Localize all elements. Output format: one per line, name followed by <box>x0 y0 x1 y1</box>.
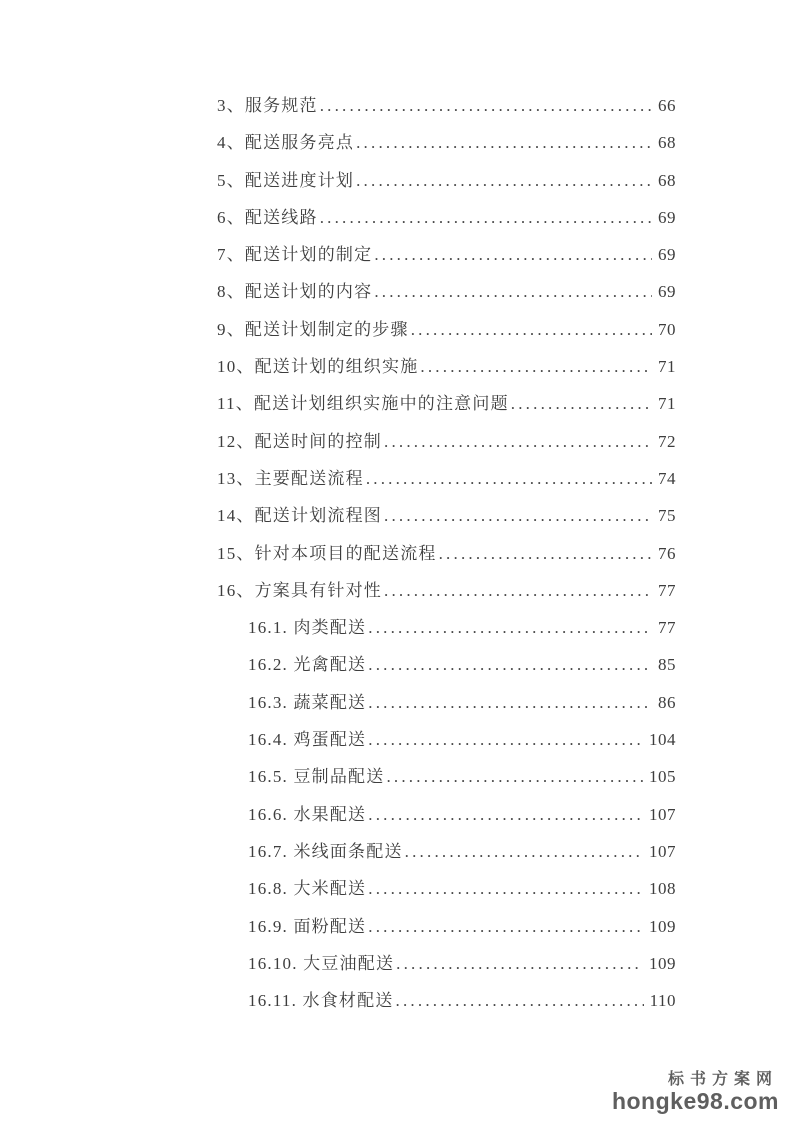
toc-entry-label: 9、配送计划制定的步骤 <box>217 319 409 339</box>
dot-leader <box>384 581 652 601</box>
toc-entry-page: 109 <box>649 916 676 936</box>
toc-entry-page: 109 <box>649 953 676 973</box>
dot-leader <box>366 469 652 489</box>
toc-entry-page: 77 <box>658 580 676 600</box>
toc-entry-label: 16.3. 蔬菜配送 <box>248 692 367 712</box>
toc-entry-page: 75 <box>658 506 676 526</box>
toc-entry <box>217 506 676 543</box>
toc-entry <box>217 320 676 357</box>
toc-entry-label: 16.9. 面粉配送 <box>248 916 367 936</box>
toc-entry <box>217 133 676 170</box>
toc-entry <box>217 282 676 319</box>
toc-entry <box>217 96 676 133</box>
watermark <box>612 1066 779 1113</box>
toc-entry-page: 69 <box>658 282 676 302</box>
toc-entry-label: 16.7. 米线面条配送 <box>248 841 403 861</box>
toc-entry-page: 107 <box>649 804 676 824</box>
toc-entry <box>217 767 676 804</box>
table-of-contents <box>217 96 676 1028</box>
toc-entry <box>217 917 676 954</box>
dot-leader <box>356 171 652 191</box>
toc-entry-label: 16.4. 鸡蛋配送 <box>248 730 367 750</box>
dot-leader <box>384 432 652 452</box>
toc-entry-label: 16.1. 肉类配送 <box>248 618 367 638</box>
toc-entry <box>217 693 676 730</box>
toc-entry <box>217 245 676 282</box>
toc-entry <box>217 581 676 618</box>
toc-entry-label: 16.10. 大豆油配送 <box>248 953 395 973</box>
toc-entry-label: 16.5. 豆制品配送 <box>248 767 385 787</box>
toc-entry-page: 107 <box>649 841 676 861</box>
dot-leader <box>356 133 652 153</box>
dot-leader <box>386 767 643 787</box>
dot-leader <box>320 208 652 228</box>
toc-entry <box>217 544 676 581</box>
dot-leader <box>368 693 652 713</box>
toc-entry-page: 66 <box>658 96 676 115</box>
toc-entry-label: 13、主要配送流程 <box>217 468 364 488</box>
dot-leader <box>368 618 652 638</box>
toc-entry-label: 15、针对本项目的配送流程 <box>217 543 437 563</box>
toc-entry <box>217 842 676 879</box>
toc-entry-page: 71 <box>658 394 676 414</box>
toc-entry-label: 11、配送计划组织实施中的注意问题 <box>217 394 509 414</box>
dot-leader <box>405 842 643 862</box>
toc-entry-page: 68 <box>658 170 676 190</box>
toc-entry <box>217 879 676 916</box>
toc-entry-page: 85 <box>658 655 676 675</box>
toc-entry-label: 4、配送服务亮点 <box>217 133 355 153</box>
toc-entry-label: 8、配送计划的内容 <box>217 282 373 302</box>
dot-leader <box>368 655 652 675</box>
dot-leader <box>396 954 643 974</box>
toc-entry-label: 16.6. 水果配送 <box>248 804 367 824</box>
toc-entry-label: 14、配送计划流程图 <box>217 506 382 526</box>
toc-entry-page: 76 <box>658 543 676 563</box>
toc-entry <box>217 618 676 655</box>
dot-leader <box>439 544 652 564</box>
toc-entry <box>217 954 676 991</box>
toc-entry-page: 72 <box>658 431 676 451</box>
toc-entry-label: 3、服务规范 <box>217 96 318 115</box>
toc-entry-page: 110 <box>649 991 676 1011</box>
dot-leader <box>420 357 652 377</box>
toc-entry-page: 108 <box>649 879 676 899</box>
toc-entry <box>217 208 676 245</box>
toc-entry-page: 77 <box>658 618 676 638</box>
dot-leader <box>368 730 643 750</box>
toc-entry-page: 70 <box>658 319 676 339</box>
toc-entry-page: 104 <box>649 730 676 750</box>
toc-entry-label: 6、配送线路 <box>217 207 318 227</box>
toc-entry-label: 16、方案具有针对性 <box>217 580 382 600</box>
dot-leader <box>368 917 643 937</box>
watermark-site-name: 标书方案网 <box>667 1071 778 1088</box>
toc-entry <box>217 394 676 431</box>
toc-entry-page: 86 <box>658 692 676 712</box>
toc-entry <box>217 655 676 692</box>
toc-entry <box>217 171 676 208</box>
toc-entry-label: 5、配送进度计划 <box>217 170 355 190</box>
toc-entry-label: 16.8. 大米配送 <box>248 879 367 899</box>
watermark-site-url: hongke98.com <box>611 1088 779 1114</box>
toc-entry-page: 69 <box>658 207 676 227</box>
toc-entry <box>217 469 676 506</box>
dot-leader <box>374 282 652 302</box>
toc-entry <box>217 357 676 394</box>
toc-entry-page: 68 <box>658 133 676 153</box>
dot-leader <box>384 506 652 526</box>
toc-entry-label: 16.11. 水食材配送 <box>248 991 394 1011</box>
toc-entry-page: 71 <box>658 357 676 377</box>
toc-entry <box>217 991 676 1028</box>
dot-leader <box>368 879 643 899</box>
toc-entry-label: 10、配送计划的组织实施 <box>217 357 419 377</box>
dot-leader <box>368 805 643 825</box>
dot-leader <box>511 394 652 414</box>
toc-entry <box>217 432 676 469</box>
toc-entry <box>217 805 676 842</box>
dot-leader <box>411 320 652 340</box>
toc-entry-label: 7、配送计划的制定 <box>217 245 373 265</box>
toc-entry-label: 16.2. 光禽配送 <box>248 655 367 675</box>
toc-entry <box>217 730 676 767</box>
dot-leader <box>374 245 652 265</box>
toc-entry-page: 105 <box>649 767 676 787</box>
toc-entry-page: 74 <box>658 468 676 488</box>
toc-entry-page: 69 <box>658 245 676 265</box>
toc-entry-label: 12、配送时间的控制 <box>217 431 382 451</box>
dot-leader <box>320 96 652 116</box>
dot-leader <box>396 991 644 1011</box>
